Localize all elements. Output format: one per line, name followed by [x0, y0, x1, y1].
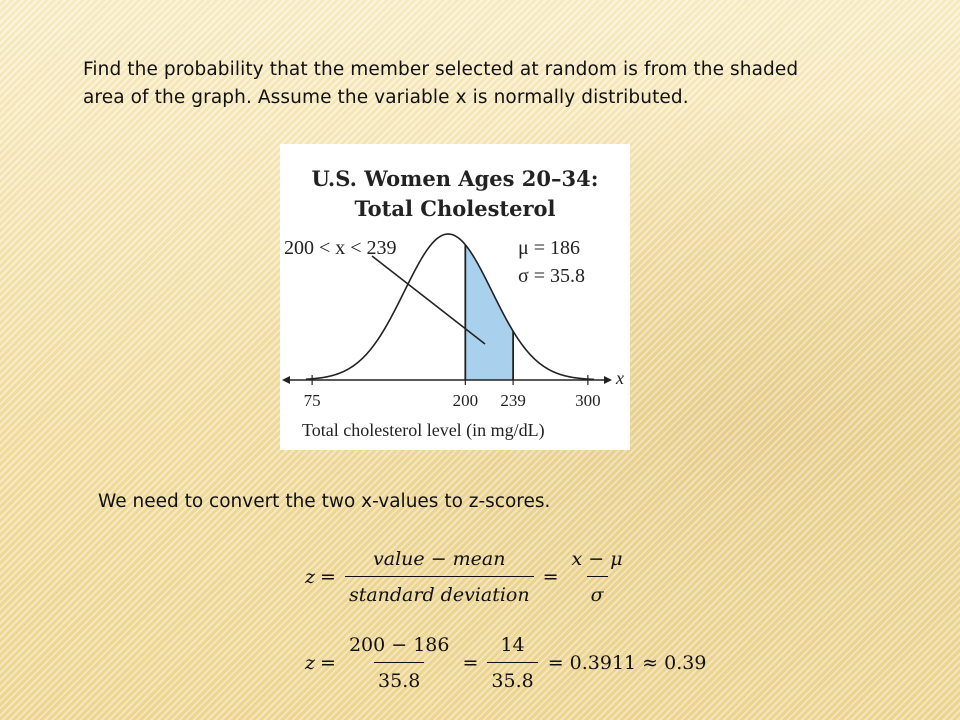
formula-eq-1: = [320, 566, 336, 588]
shaded-region [465, 245, 513, 380]
z-formula [305, 548, 631, 606]
axis-variable: x [616, 368, 624, 388]
z-calculation [305, 634, 711, 692]
calc-eq-1: = [320, 652, 336, 674]
figure-title-line-2: Total Cholesterol [354, 196, 556, 221]
calc-denominator: 35.8 [374, 662, 424, 692]
formula-numerator-2: x − μ [571, 548, 623, 570]
figure-title-line-1: U.S. Women Ages 20–34: [311, 166, 599, 191]
problem-statement [83, 56, 883, 112]
formula-fraction-2 [568, 548, 627, 606]
axis-label: Total cholesterol level (in mg/dL) [302, 420, 545, 440]
intro-text: We need to convert the two x-values to z-scores. [98, 491, 551, 512]
tick-label-200: 200 [452, 391, 479, 410]
mean-label: μ = 186 [518, 237, 581, 259]
sd-label: σ = 35.8 [518, 265, 586, 287]
problem-line-2: area of the graph. Assume the variable x is normally distributed. [83, 87, 689, 108]
calc-numerator: 200 − 186 [348, 634, 450, 656]
formula-denominator-2: σ [587, 576, 608, 606]
problem-line-1: Find the probability that the member selected at random is from the shaded [83, 59, 799, 80]
tick-label-239: 239 [500, 391, 526, 410]
formula-numerator: value − mean [373, 548, 506, 570]
axis-left-arrow [282, 376, 290, 384]
calc-denominator-2: 35.8 [487, 662, 537, 692]
calc-fraction-1 [345, 634, 454, 692]
calc-fraction-2 [487, 634, 537, 692]
figure-svg [280, 144, 630, 450]
interval-label: 200 < x < 239 [284, 237, 397, 259]
normal-distribution-figure [280, 144, 630, 450]
axis-right-arrow [604, 376, 612, 384]
formula-fraction-1 [345, 548, 534, 606]
formula-eq-2: = [542, 566, 559, 588]
calc-eq-2: = [462, 652, 479, 674]
calc-lhs: z [305, 652, 316, 674]
tick-label-75: 75 [303, 391, 321, 410]
formula-lhs: z [305, 566, 316, 588]
calc-result: = 0.3911 ≈ 0.39 [547, 652, 707, 674]
calc-numerator-2: 14 [500, 634, 525, 656]
tick-label-300: 300 [575, 391, 601, 410]
formula-denominator: standard deviation [345, 576, 534, 606]
